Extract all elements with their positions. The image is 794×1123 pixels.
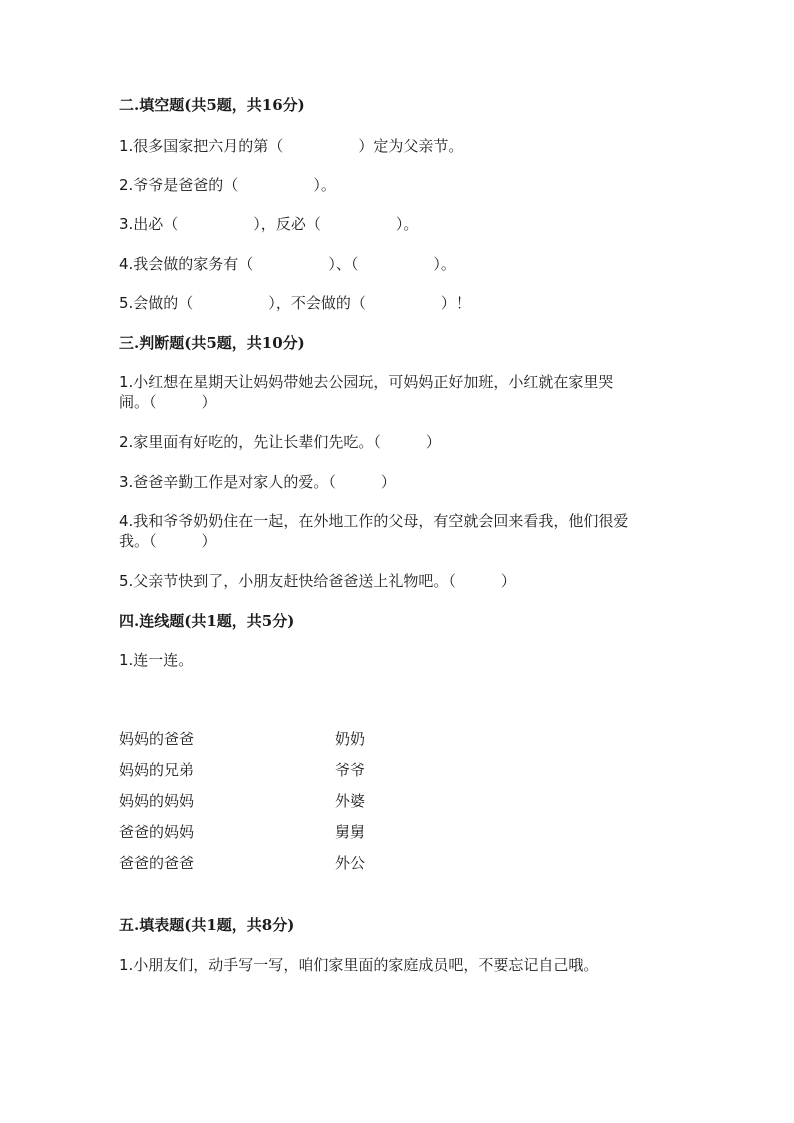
connect-left-item[interactable]: 妈妈的兄弟 bbox=[119, 761, 195, 779]
connect-right-item[interactable]: 外公 bbox=[335, 854, 366, 872]
connect-right-item[interactable]: 爷爷 bbox=[335, 761, 366, 779]
connect-question: 1.连一连。 bbox=[119, 651, 194, 669]
judge-question-4-line-2: 我。（ ） bbox=[119, 532, 217, 550]
connect-right-item[interactable]: 舅舅 bbox=[335, 823, 366, 841]
connect-right-item[interactable]: 奶奶 bbox=[335, 730, 366, 748]
fill-question-5: 5.会做的（ ），不会做的（ ）！ bbox=[119, 294, 471, 312]
section-heading-fill: 二.填空题(共5题，共16分) bbox=[119, 96, 305, 114]
judge-question-1 bbox=[119, 372, 679, 412]
fill-question-1: 1.很多国家把六月的第（ ）定为父亲节。 bbox=[119, 137, 464, 155]
judge-question-1-line-1: 1.小红想在星期天让妈妈带她去公园玩，可妈妈正好加班，小红就在家里哭 bbox=[119, 373, 614, 391]
connect-left-item[interactable]: 爸爸的爸爸 bbox=[119, 854, 195, 872]
judge-question-4 bbox=[119, 511, 679, 551]
judge-question-5: 5.父亲节快到了，小朋友赶快给爸爸送上礼物吧。（ ） bbox=[119, 572, 516, 590]
section-heading-connect: 四.连线题(共1题，共5分) bbox=[119, 612, 295, 630]
connect-left-item[interactable]: 妈妈的妈妈 bbox=[119, 792, 195, 810]
connect-left-item[interactable]: 爸爸的妈妈 bbox=[119, 823, 195, 841]
fill-question-3: 3.出必（ ），反必（ ）。 bbox=[119, 215, 419, 233]
judge-question-4-line-1: 4.我和爷爷奶奶住在一起，在外地工作的父母，有空就会回来看我，他们很爱 bbox=[119, 512, 629, 530]
judge-question-3: 3.爸爸辛勤工作是对家人的爱。（ ） bbox=[119, 473, 396, 491]
judge-question-1-line-2: 闹。（ ） bbox=[119, 393, 217, 411]
fill-question-2: 2.爷爷是爸爸的（ ）。 bbox=[119, 176, 336, 194]
fill-question-4: 4.我会做的家务有（ ）、（ ）。 bbox=[119, 255, 456, 273]
table-question: 1.小朋友们，动手写一写，咱们家里面的家庭成员吧，不要忘记自己哦。 bbox=[119, 956, 599, 974]
connect-right-item[interactable]: 外婆 bbox=[335, 792, 366, 810]
judge-question-2: 2.家里面有好吃的，先让长辈们先吃。（ ） bbox=[119, 433, 441, 451]
connect-left-item[interactable]: 妈妈的爸爸 bbox=[119, 730, 195, 748]
section-heading-table: 五.填表题(共1题，共8分) bbox=[119, 916, 295, 934]
section-heading-judge: 三.判断题(共5题，共10分) bbox=[119, 334, 305, 352]
